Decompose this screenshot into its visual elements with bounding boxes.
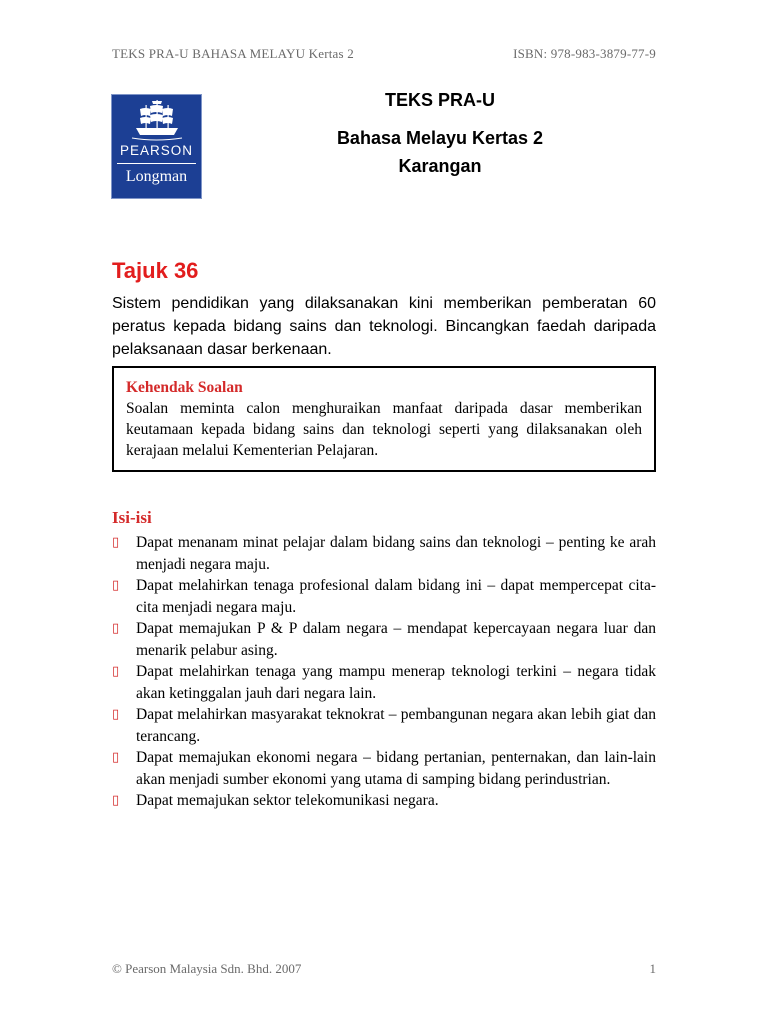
content-points-list: [112, 532, 656, 812]
header-isbn: ISBN: 978-983-3879-77-9: [513, 46, 656, 61]
list-item: [112, 618, 656, 661]
title-line-1: TEKS PRA-U: [384, 90, 495, 110]
bullet-icon: ▯: [112, 664, 120, 679]
bullet-icon: ▯: [112, 621, 120, 636]
requirement-box: [112, 366, 656, 472]
content-points-heading: Isi-isi: [112, 508, 152, 527]
bullet-icon: ▯: [112, 707, 120, 722]
requirement-body: Soalan meminta calon menghuraikan manfaat daripada dasar memberikan keutamaan kepada bidang sains dan teknologi seperti yang dilaksanakan oleh kerajaan melalui Kementerian Pelajaran.: [126, 400, 642, 459]
list-item-text: Dapat melahirkan tenaga profesional dalam bidang ini – dapat mempercepat cita-cita menjadi negara maju.: [136, 577, 656, 616]
footer-copyright: © Pearson Malaysia Sdn. Bhd. 2007: [112, 961, 302, 976]
page-number: 1: [649, 961, 656, 976]
list-item-text: Dapat melahirkan tenaga yang mampu menerap teknologi terkini – negara tidak akan ketinggalan jauh dari negara lain.: [136, 663, 656, 702]
logo-divider: [117, 163, 196, 164]
logo-brand: PEARSON: [119, 143, 194, 158]
pearson-longman-logo: [111, 94, 202, 199]
bullet-icon: ▯: [112, 578, 120, 593]
logo-imprint: Longman: [125, 168, 188, 185]
header-title: TEKS PRA-U BAHASA MELAYU Kertas 2: [112, 46, 354, 61]
title-line-3: Karangan: [398, 156, 482, 176]
list-item-text: Dapat melahirkan masyarakat teknokrat – pembangunan negara akan lebih giat dan terancang.: [136, 706, 656, 745]
page-footer: [112, 961, 656, 977]
document-title: [222, 86, 658, 178]
topic-question: Sistem pendidikan yang dilaksanakan kini memberikan pemberatan 60 peratus kepada bidang sains dan teknologi. Bincangkan faedah daripada pelaksanaan dasar berkenaan.: [112, 295, 656, 358]
topic-label: Tajuk 36: [112, 258, 199, 283]
ship-icon: [112, 95, 201, 141]
bullet-icon: ▯: [112, 750, 120, 765]
list-item: [112, 532, 656, 575]
list-item-text: Dapat memajukan P & P dalam negara – mendapat kepercayaan negara luar dan menarik pelabur asing.: [136, 620, 656, 659]
list-item-text: Dapat memajukan sektor telekomunikasi negara.: [136, 792, 439, 809]
list-item-text: Dapat memajukan ekonomi negara – bidang pertanian, penternakan, dan lain-lain akan menjadi sumber ekonomi yang utama di samping bidang perindustrian.: [136, 749, 656, 788]
list-item: [112, 790, 656, 812]
list-item: [112, 747, 656, 790]
list-item: [112, 704, 656, 747]
running-header: [112, 46, 656, 62]
list-item: [112, 661, 656, 704]
list-item: [112, 575, 656, 618]
bullet-icon: ▯: [112, 793, 120, 808]
title-line-2: Bahasa Melayu Kertas 2: [336, 128, 544, 148]
requirement-heading: Kehendak Soalan: [126, 379, 243, 396]
list-item-text: Dapat menanam minat pelajar dalam bidang sains dan teknologi – penting ke arah menjadi negara maju.: [136, 534, 656, 573]
bullet-icon: ▯: [112, 535, 120, 550]
